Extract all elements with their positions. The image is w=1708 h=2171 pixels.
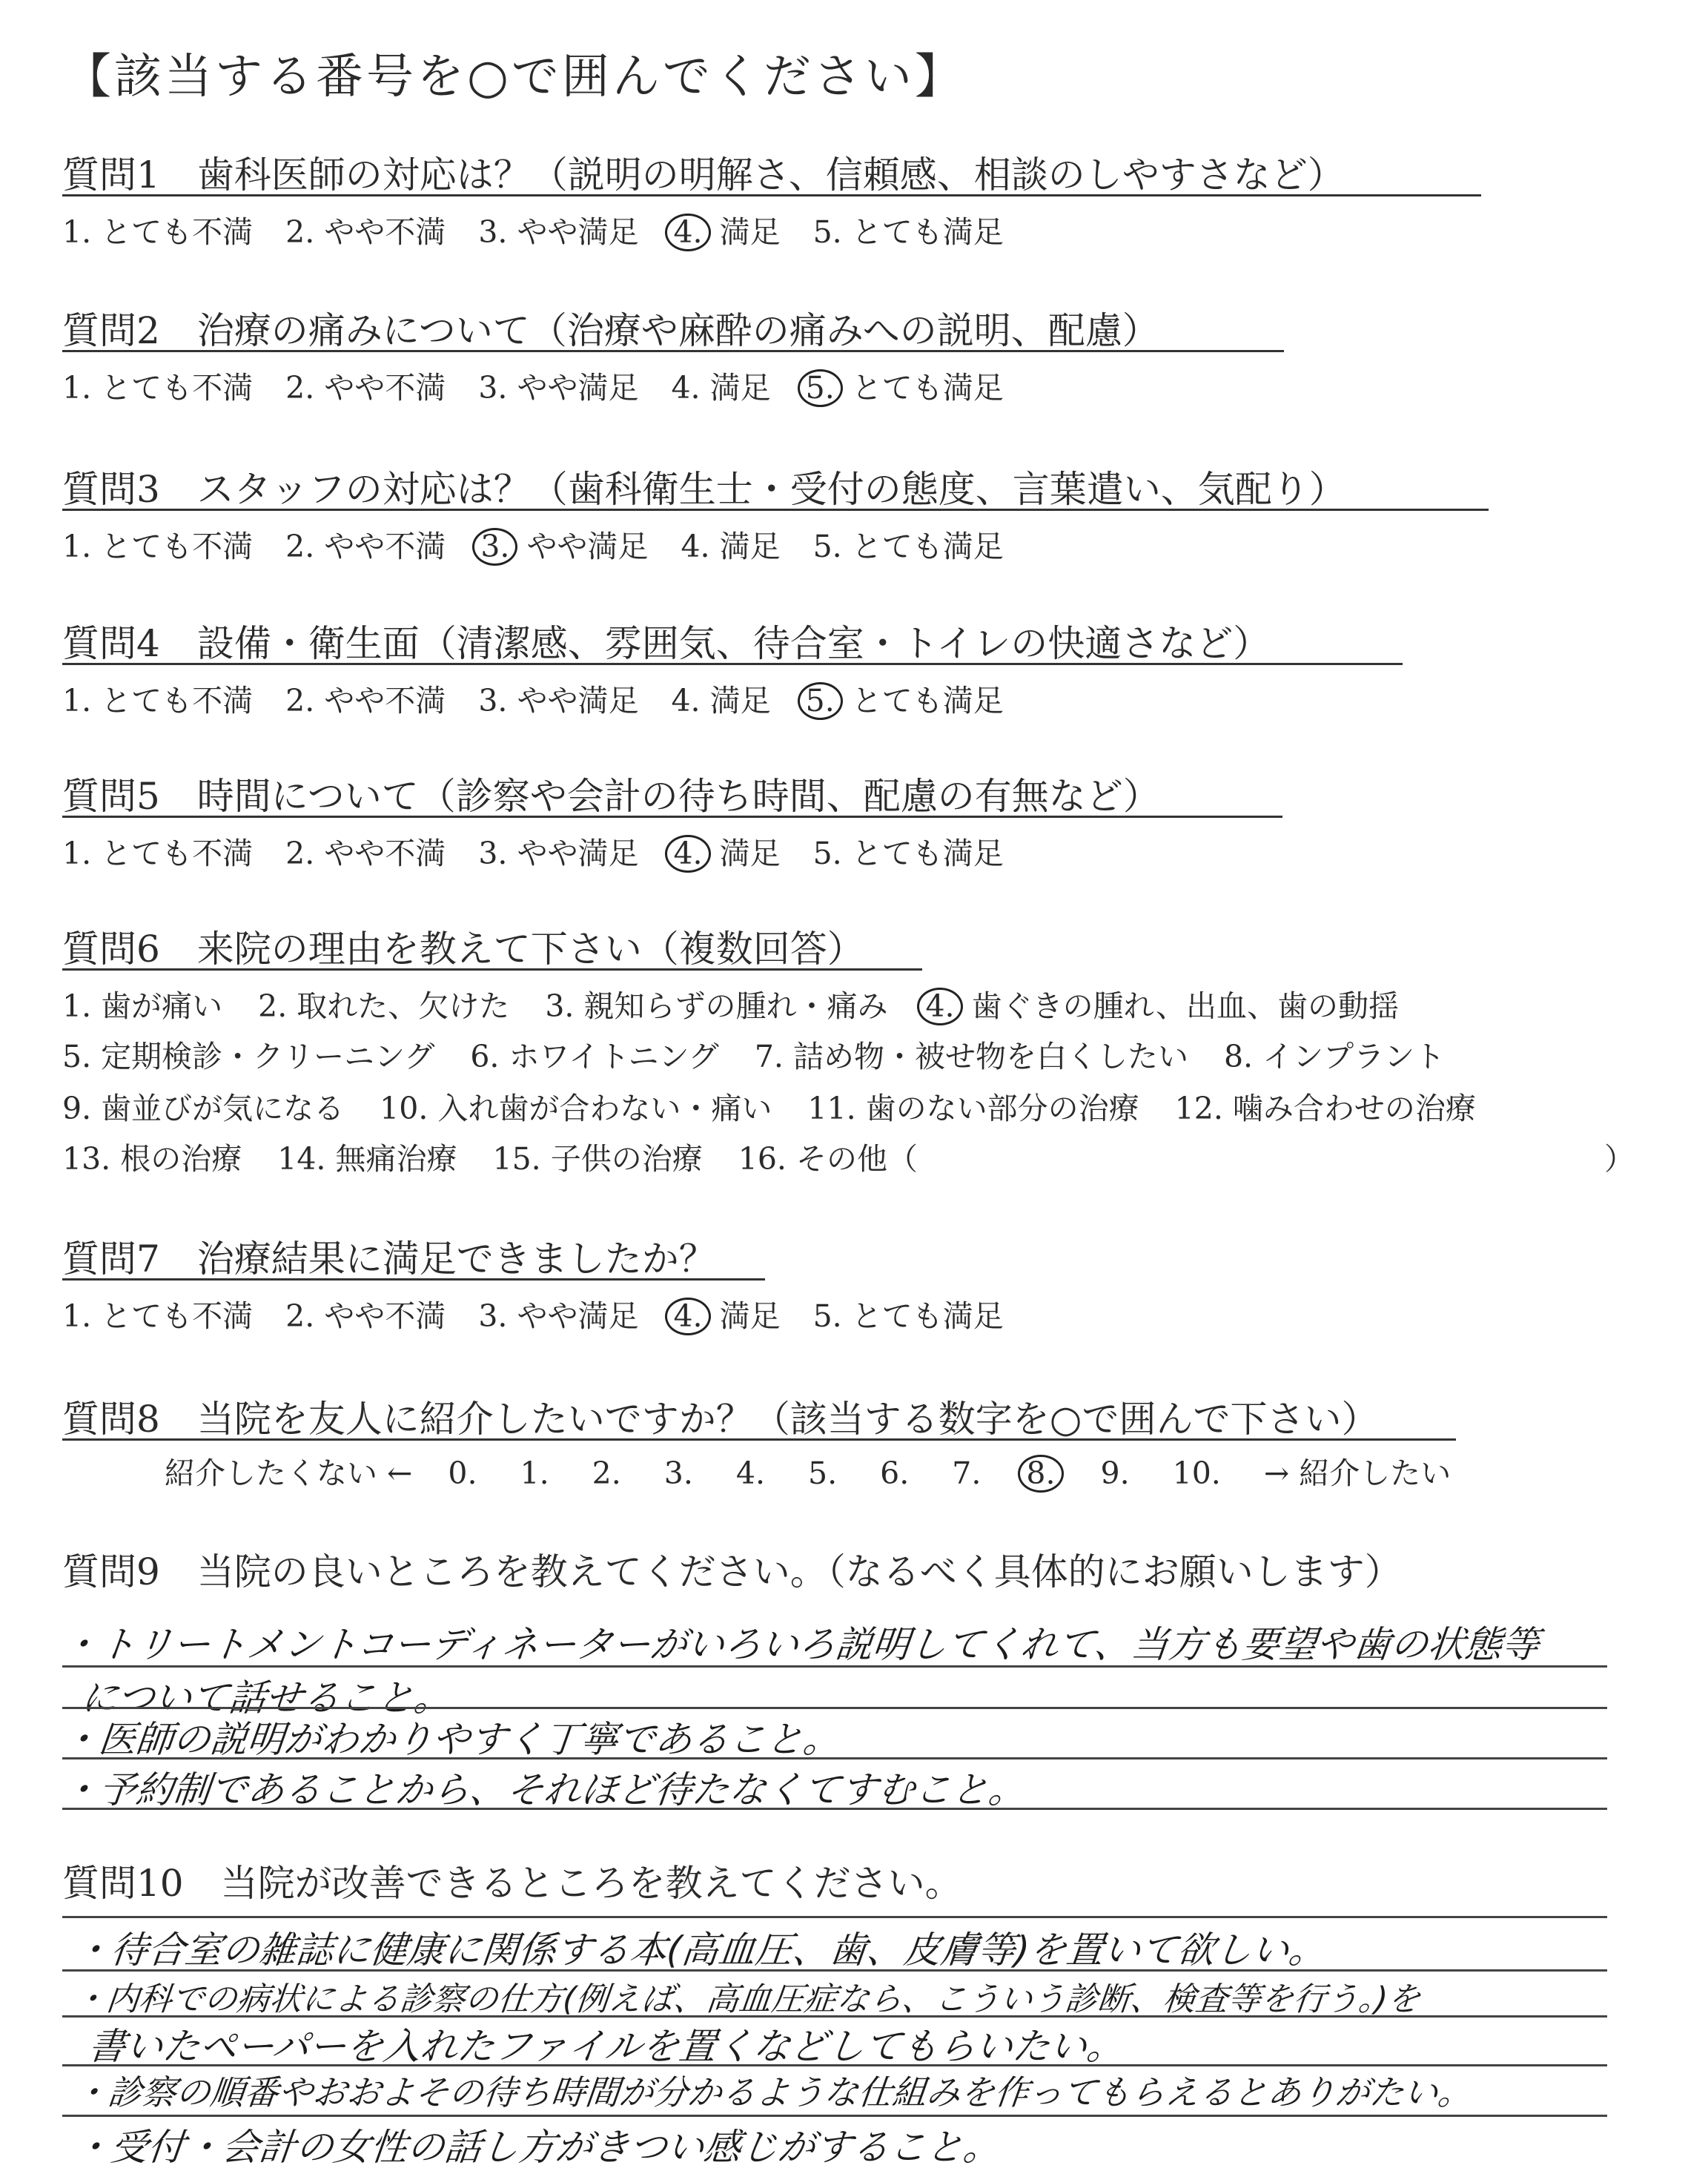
q8-number-7[interactable]: 7. [952, 1455, 982, 1491]
q10-answer-4: ・診察の順番やおおよその待ち時間が分かるような仕組みを作ってもらえるとありがたい。 [71, 2072, 1474, 2112]
q10-title: 質問10 当院が改善できるところを教えてください。 [62, 1862, 962, 1905]
q9-rule-2 [62, 1707, 1607, 1709]
q4-option-1[interactable]: 1. とても不満 [62, 683, 254, 718]
q10-answer-5: ・受付・会計の女性の話し方がきつい感じがすること。 [71, 2126, 1003, 2169]
q6-opt-8[interactable]: 8. インプラント [1223, 1039, 1446, 1074]
q6-opt-1[interactable]: 1. 歯が痛い [62, 988, 223, 1024]
q9-rule-3 [62, 1757, 1607, 1759]
q8-number-5[interactable]: 5. [808, 1455, 838, 1491]
q1-option-4-label: 満足 [719, 214, 781, 250]
q9-rule-4 [62, 1808, 1607, 1810]
q10-rule-5 [62, 2115, 1607, 2117]
q10-rule-2 [62, 1969, 1607, 1972]
q4-option-2[interactable]: 2. やや不満 [285, 683, 446, 718]
q9-title: 質問9 当院の良いところを教えてください。（なるべく具体的にお願いします） [62, 1550, 1402, 1593]
q1-option-1[interactable]: 1. とても不満 [62, 214, 254, 250]
q6-row-3 [62, 1084, 1512, 1128]
q6-opt-9[interactable]: 9. 歯並びが気になる [62, 1091, 345, 1126]
q7-option-4-circle: 4. [665, 1298, 710, 1335]
q5-option-3[interactable]: 3. やや満足 [478, 836, 639, 871]
q2-option-3[interactable]: 3. やや満足 [478, 370, 639, 406]
q6-opt-13[interactable]: 13. 根の治療 [62, 1141, 242, 1177]
q8-underline [62, 1438, 1456, 1441]
q2-option-5[interactable] [804, 370, 1004, 406]
q4-underline [62, 663, 1403, 665]
q9-rule-1 [62, 1665, 1607, 1668]
q2-title: 質問2 治療の痛みについて（治療や麻酔の痛みへの説明、配慮） [62, 309, 1159, 352]
q9-answer-3: ・医師の説明がわかりやすく丁寧であること。 [59, 1718, 843, 1761]
q8-number-3[interactable]: 3. [663, 1455, 693, 1491]
q3-option-3[interactable] [478, 529, 648, 564]
q8-right-label: → 紹介したい [1263, 1455, 1452, 1491]
q3-option-1[interactable]: 1. とても不満 [62, 529, 254, 564]
q5-title: 質問5 時間について（診察や会計の待ち時間、配慮の有無など） [62, 775, 1160, 818]
q6-opt-6[interactable]: 6. ホワイトニング [470, 1039, 719, 1074]
q4-option-4[interactable]: 4. 満足 [671, 683, 771, 718]
q4-options [62, 676, 1004, 720]
q8-number-6[interactable]: 6. [880, 1455, 910, 1491]
q6-title: 質問6 来院の理由を教えて下さい（複数回答） [62, 928, 864, 971]
q8-number-1[interactable]: 1. [520, 1455, 549, 1491]
q5-option-5[interactable]: 5. とても満足 [812, 836, 1004, 871]
q6-opt-10[interactable]: 10. 入れ歯が合わない・痛い [380, 1091, 772, 1126]
q6-opt-7[interactable]: 7. 詰め物・被せ物を白くしたい [754, 1039, 1188, 1074]
q10-rule-1 [62, 1916, 1607, 1918]
q4-option-3[interactable]: 3. やや満足 [478, 683, 639, 718]
q3-option-4[interactable]: 4. 満足 [681, 529, 781, 564]
q9-answer-1: ・トリートメントコーディネーターがいろいろ説明してくれて、当方も要望や歯の状態等 [59, 1623, 1542, 1666]
q3-options [62, 522, 1004, 566]
q6-opt-16[interactable]: 16. その他（ [738, 1141, 918, 1177]
q10-answer-1: ・待合室の雑誌に健康に関係する本(高血圧、歯、皮膚等)を置いて欲しい。 [71, 1929, 1328, 1972]
q4-title: 質問4 設備・衛生面（清潔感、雰囲気、待合室・トイレの快適さなど） [62, 622, 1271, 665]
q6-row-1 [62, 982, 1399, 1025]
q2-underline [62, 350, 1284, 352]
q1-option-4[interactable] [671, 214, 780, 250]
q3-option-3-circle: 3. [472, 528, 517, 566]
q6-underline [62, 968, 922, 971]
q6-row-4 [62, 1134, 918, 1178]
q1-option-3[interactable]: 3. やや満足 [478, 214, 639, 250]
q7-underline [62, 1278, 765, 1281]
q3-title: 質問3 スタッフの対応は？（歯科衛生士・受付の態度、言葉遣い、気配り） [62, 468, 1346, 511]
q9-answer-4: ・予約制であることから、それほど待たなくてすむこと。 [59, 1768, 1028, 1811]
q10-answer-2: ・内科での病状による診察の仕方(例えば、高血圧症なら、こういう診断、検査等を行う。)を [71, 1980, 1423, 2018]
q5-option-4-label: 満足 [719, 836, 781, 871]
q5-option-4[interactable] [671, 836, 780, 871]
q6-opt-2[interactable]: 2. 取れた、欠けた [258, 988, 510, 1024]
q2-option-4[interactable]: 4. 満足 [671, 370, 771, 406]
q1-option-2[interactable]: 2. やや不満 [285, 214, 446, 250]
q6-opt-16-close: ） [1604, 1141, 1635, 1177]
q3-underline [62, 509, 1489, 511]
q8-number-8[interactable]: 8. [1018, 1455, 1063, 1493]
q6-row-2 [62, 1032, 1480, 1076]
q5-option-1[interactable]: 1. とても不満 [62, 836, 254, 871]
q2-option-1[interactable]: 1. とても不満 [62, 370, 254, 406]
q7-option-4[interactable] [671, 1298, 780, 1334]
q6-opt-11[interactable]: 11. 歯のない部分の治療 [807, 1091, 1139, 1126]
q1-title: 質問1 歯科医師の対応は？（説明の明解さ、信頼感、相談のしやすさなど） [62, 153, 1345, 196]
q8-number-9[interactable]: 9. [1100, 1455, 1130, 1491]
q6-opt-12[interactable]: 12. 噛み合わせの治療 [1174, 1091, 1476, 1126]
q1-option-5[interactable]: 5. とても満足 [812, 214, 1004, 250]
q7-option-1[interactable]: 1. とても不満 [62, 1298, 254, 1334]
q1-underline [62, 194, 1481, 196]
q7-options [62, 1292, 1004, 1335]
q7-option-4-label: 満足 [719, 1298, 781, 1334]
q7-option-5[interactable]: 5. とても満足 [812, 1298, 1004, 1334]
q7-option-2[interactable]: 2. やや不満 [285, 1298, 446, 1334]
q8-left-label: 紹介したくない ← [165, 1455, 413, 1491]
q8-title: 質問8 当院を友人に紹介したいですか？（該当する数字を○で囲んで下さい） [62, 1398, 1379, 1441]
q4-option-5[interactable] [804, 683, 1004, 718]
q5-underline [62, 816, 1282, 818]
q8-number-4[interactable]: 4. [735, 1455, 766, 1491]
q7-title: 質問7 治療結果に満足できましたか？ [62, 1237, 716, 1281]
q6-opt-3[interactable]: 3. 親知らずの腫れ・痛み [545, 988, 888, 1024]
q5-option-4-circle: 4. [665, 835, 710, 873]
q2-option-5-label: とても満足 [851, 370, 1004, 406]
q2-option-5-circle: 5. [798, 369, 843, 407]
page-header: 【該当する番号を○で囲んでください】 [64, 50, 965, 105]
q1-options [62, 208, 1004, 251]
q7-option-3[interactable]: 3. やや満足 [478, 1298, 639, 1334]
q4-option-5-label: とても満足 [851, 683, 1004, 718]
q8-number-0[interactable]: 0. [448, 1455, 477, 1491]
q8-scale [165, 1449, 1451, 1493]
q1-option-4-circle: 4. [665, 214, 710, 251]
q3-option-2[interactable]: 2. やや不満 [285, 529, 446, 564]
q8-number-2[interactable]: 2. [592, 1455, 621, 1491]
q10-answer-3: 書いたペーパーを入れたファイルを置くなどしてもらいたい。 [86, 2025, 1127, 2068]
q5-option-2[interactable]: 2. やや不満 [285, 836, 446, 871]
q2-options [62, 363, 1004, 407]
q2-option-2[interactable]: 2. やや不満 [285, 370, 446, 406]
q9-answer-2: について話せること。 [79, 1676, 454, 1719]
q6-opt-14[interactable]: 14. 無痛治療 [277, 1141, 457, 1177]
q6-opt-4-circled[interactable]: 4. [917, 988, 962, 1025]
q5-options [62, 829, 1004, 873]
q6-opt-15[interactable]: 15. 子供の治療 [492, 1141, 703, 1177]
q3-option-5[interactable]: 5. とても満足 [812, 529, 1004, 564]
q8-number-10[interactable]: 10. [1172, 1455, 1221, 1491]
q4-option-5-circle: 5. [798, 682, 843, 720]
q3-option-3-label: やや満足 [526, 529, 649, 564]
q6-opt-5[interactable]: 5. 定期検診・クリーニング [62, 1039, 435, 1074]
q6-opt-4-label: 歯ぐきの腫れ、出血、歯の動揺 [971, 988, 1400, 1024]
